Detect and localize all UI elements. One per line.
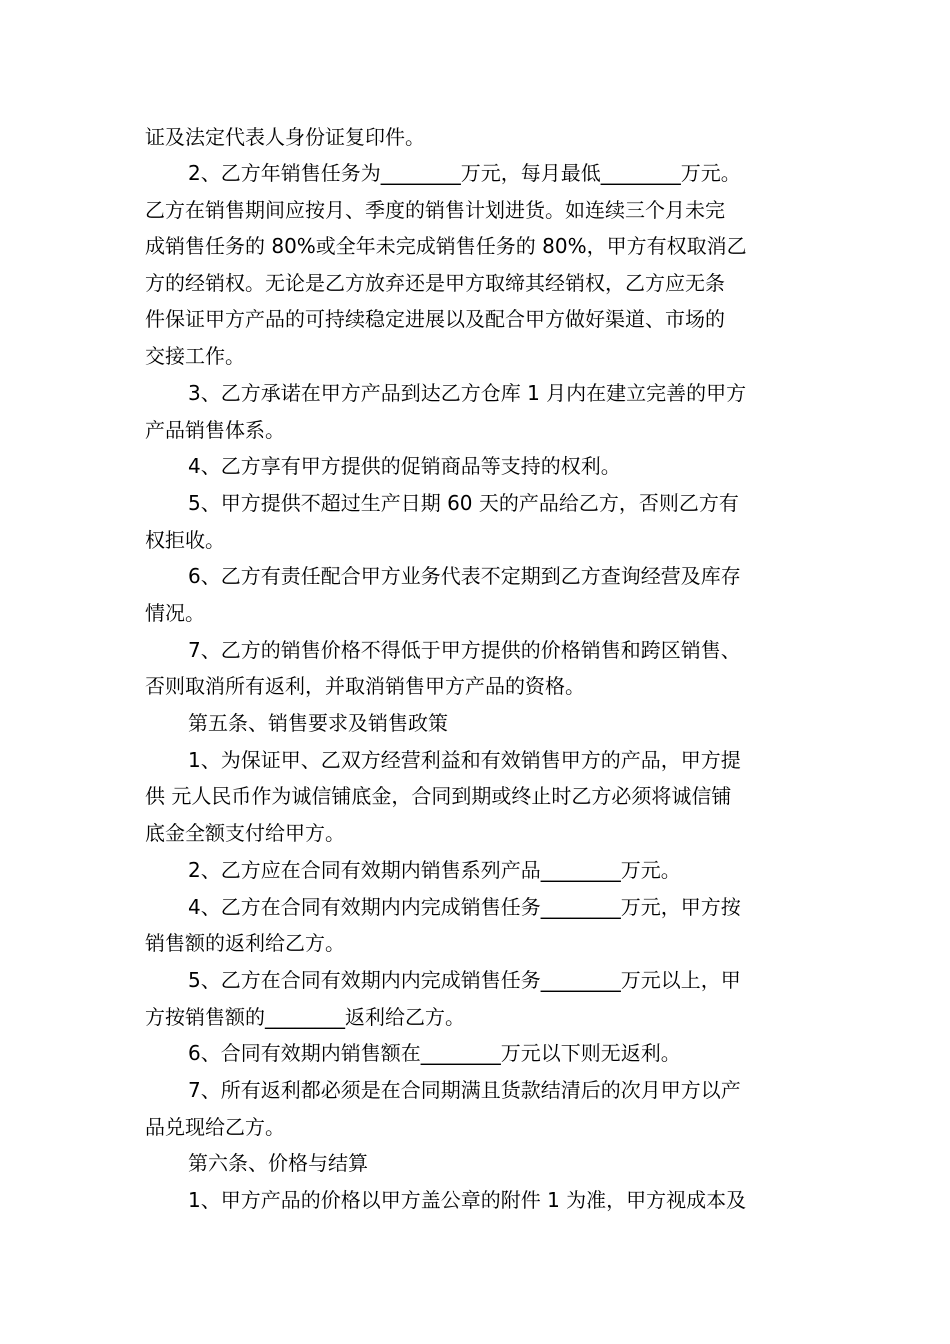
text-line: 4、乙方享有甲方提供的促销商品等支持的权利。 xyxy=(188,454,621,478)
text-line: 证及法定代表人身份证复印件。 xyxy=(145,125,425,149)
text-line: 2、乙方年销售任务为________万元，每月最低________万元。 xyxy=(188,161,741,185)
section-heading: 第六条、价格与结算 xyxy=(188,1151,368,1175)
text-line: 品兑现给乙方。 xyxy=(145,1115,285,1139)
text-line: 1、为保证甲、乙双方经营利益和有效销售甲方的产品，甲方提 xyxy=(188,748,741,772)
text-line: 5、甲方提供不超过生产日期 60 天的产品给乙方，否则乙方有 xyxy=(188,491,739,515)
text-line: 件保证甲方产品的可持续稳定进展以及配合甲方做好渠道、市场的 xyxy=(145,307,725,331)
text-line: 成销售任务的 80%或全年未完成销售任务的 80%，甲方有权取消乙 xyxy=(145,234,747,258)
text-line: 产品销售体系。 xyxy=(145,418,285,442)
text-line: 销售额的返利给乙方。 xyxy=(145,931,345,955)
text-line: 交接工作。 xyxy=(145,344,245,368)
text-line: 2、乙方应在合同有效期内销售系列产品________万元。 xyxy=(188,858,681,882)
text-line: 5、乙方在合同有效期内内完成销售任务________万元以上，甲 xyxy=(188,968,741,992)
text-line: 4、乙方在合同有效期内内完成销售任务________万元，甲方按 xyxy=(188,895,741,919)
text-line: 乙方在销售期间应按月、季度的销售计划进货。如连续三个月未完 xyxy=(145,198,725,222)
text-line: 权拒收。 xyxy=(145,528,225,552)
text-line: 供 元人民币作为诚信铺底金，合同到期或终止时乙方必须将诚信铺 xyxy=(145,784,732,808)
section-heading: 第五条、销售要求及销售政策 xyxy=(188,711,448,735)
text-line: 底金全额支付给甲方。 xyxy=(145,821,345,845)
text-line: 方按销售额的________返利给乙方。 xyxy=(145,1005,465,1029)
text-line: 7、乙方的销售价格不得低于甲方提供的价格销售和跨区销售、 xyxy=(188,638,741,662)
text-line: 6、合同有效期内销售额在________万元以下则无返利。 xyxy=(188,1041,681,1065)
text-line: 方的经销权。无论是乙方放弃还是甲方取缔其经销权，乙方应无条 xyxy=(145,271,725,295)
text-line: 6、乙方有责任配合甲方业务代表不定期到乙方查询经营及库存 xyxy=(188,564,741,588)
text-line: 7、所有返利都必须是在合同期满且货款结清后的次月甲方以产 xyxy=(188,1078,741,1102)
text-line: 1、甲方产品的价格以甲方盖公章的附件 1 为准，甲方视成本及 xyxy=(188,1188,747,1212)
text-line: 否则取消所有返利，并取消销售甲方产品的资格。 xyxy=(145,674,585,698)
text-line: 3、乙方承诺在甲方产品到达乙方仓库 1 月内在建立完善的甲方 xyxy=(188,381,747,405)
text-line: 情况。 xyxy=(145,601,205,625)
